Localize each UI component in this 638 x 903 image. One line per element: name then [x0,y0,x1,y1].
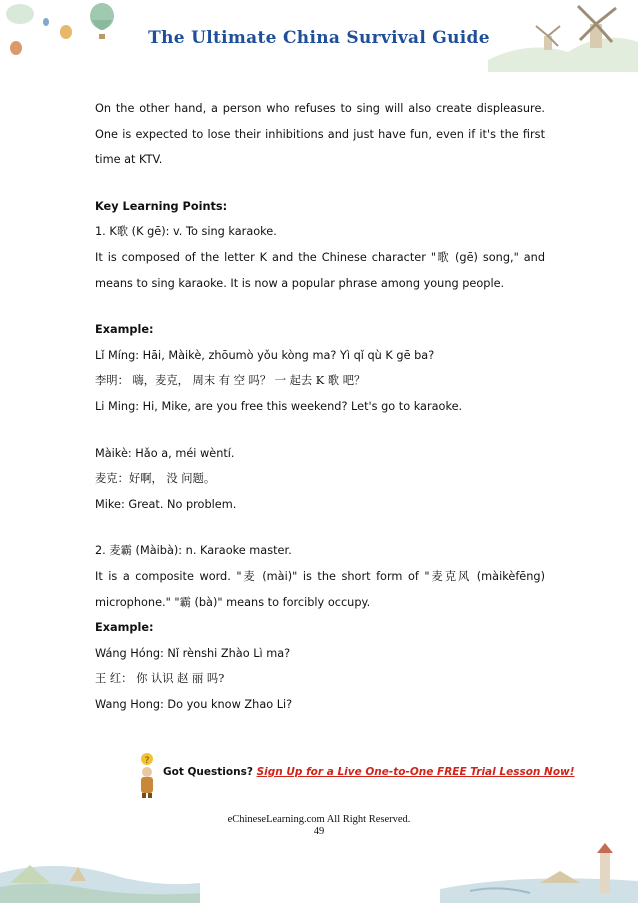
key-points-heading: Key Learning Points: [95,199,228,213]
example-english: Mike: Great. No problem. [95,497,237,511]
page-header-title: The Ultimate China Survival Guide [148,28,490,48]
item-2-description: microphone." "霸 (bà)" means to forcibly occupy. [95,595,371,609]
spacer [95,420,545,441]
footer-cta [136,752,575,802]
item-2-title: 2. 麦霸 (Màibà): n. Karaoke master. [95,544,292,558]
paragraph-line: One is expected to lose their inhibitions and just have fun, even if it's the first [95,127,545,141]
spacer [95,296,545,317]
cta-prefix: Got Questions? [163,766,253,778]
example-pinyin: Wáng Hóng: Nǐ rènshi Zhào Lì ma? [95,646,291,660]
paragraph-line: time at KTV. [95,153,163,167]
page-content [95,96,545,717]
spacer [95,173,545,194]
spacer [95,517,545,538]
free-trial-signup-link[interactable]: Sign Up for a Live One-to-One FREE Trial Lesson Now! [256,766,575,778]
copyright-block [0,814,638,838]
example-hanzi: 王 红： 你 认识 赵 丽 吗? [95,672,225,686]
example-heading: Example: [95,621,154,635]
svg-text:?: ? [144,756,150,766]
example-hanzi: 李明： 嗨，麦克， 周末 有 空 吗？ 一 起去 K 歌 吧？ [95,374,366,388]
paragraph-line: On the other hand, a person who refuses to sing will also create displeasure. [95,102,545,115]
item-2-description: It is a composite word. "麦 (mài)" is the short form of "麦克风 (màikèfēng) [95,569,545,583]
item-1-title: 1. K歌 (K gē): v. To sing karaoke. [95,225,277,239]
example-heading: Example: [95,323,154,337]
item-1-description: It is composed of the letter K and the Chinese character "歌 (gē) song," and [95,250,545,264]
item-1-description: means to sing karaoke. It is now a popular phrase among young people. [95,276,505,290]
example-pinyin: Màikè: Hǎo a, méi wèntí. [95,446,235,460]
windmill-landscape-illustration [488,0,638,72]
example-pinyin: Lǐ Míng: Hāi, Màikè, zhōumò yǒu kòng ma? Yì qǐ qù K gē ba? [95,348,435,362]
cta-text [163,766,575,778]
coastal-landscape-illustration [0,843,638,903]
example-hanzi: 麦克：好啊， 没 问题。 [95,472,216,486]
question-mascot-icon [136,752,158,798]
example-english: Wang Hong: Do you know Zhao Li? [95,697,293,711]
page-number: 49 [313,826,325,837]
example-english: Li Ming: Hi, Mike, are you free this weekend? Let's go to karaoke. [95,399,463,413]
copyright-text: eChineseLearning.com All Right Reserved. [227,814,411,825]
page-header [0,0,638,72]
